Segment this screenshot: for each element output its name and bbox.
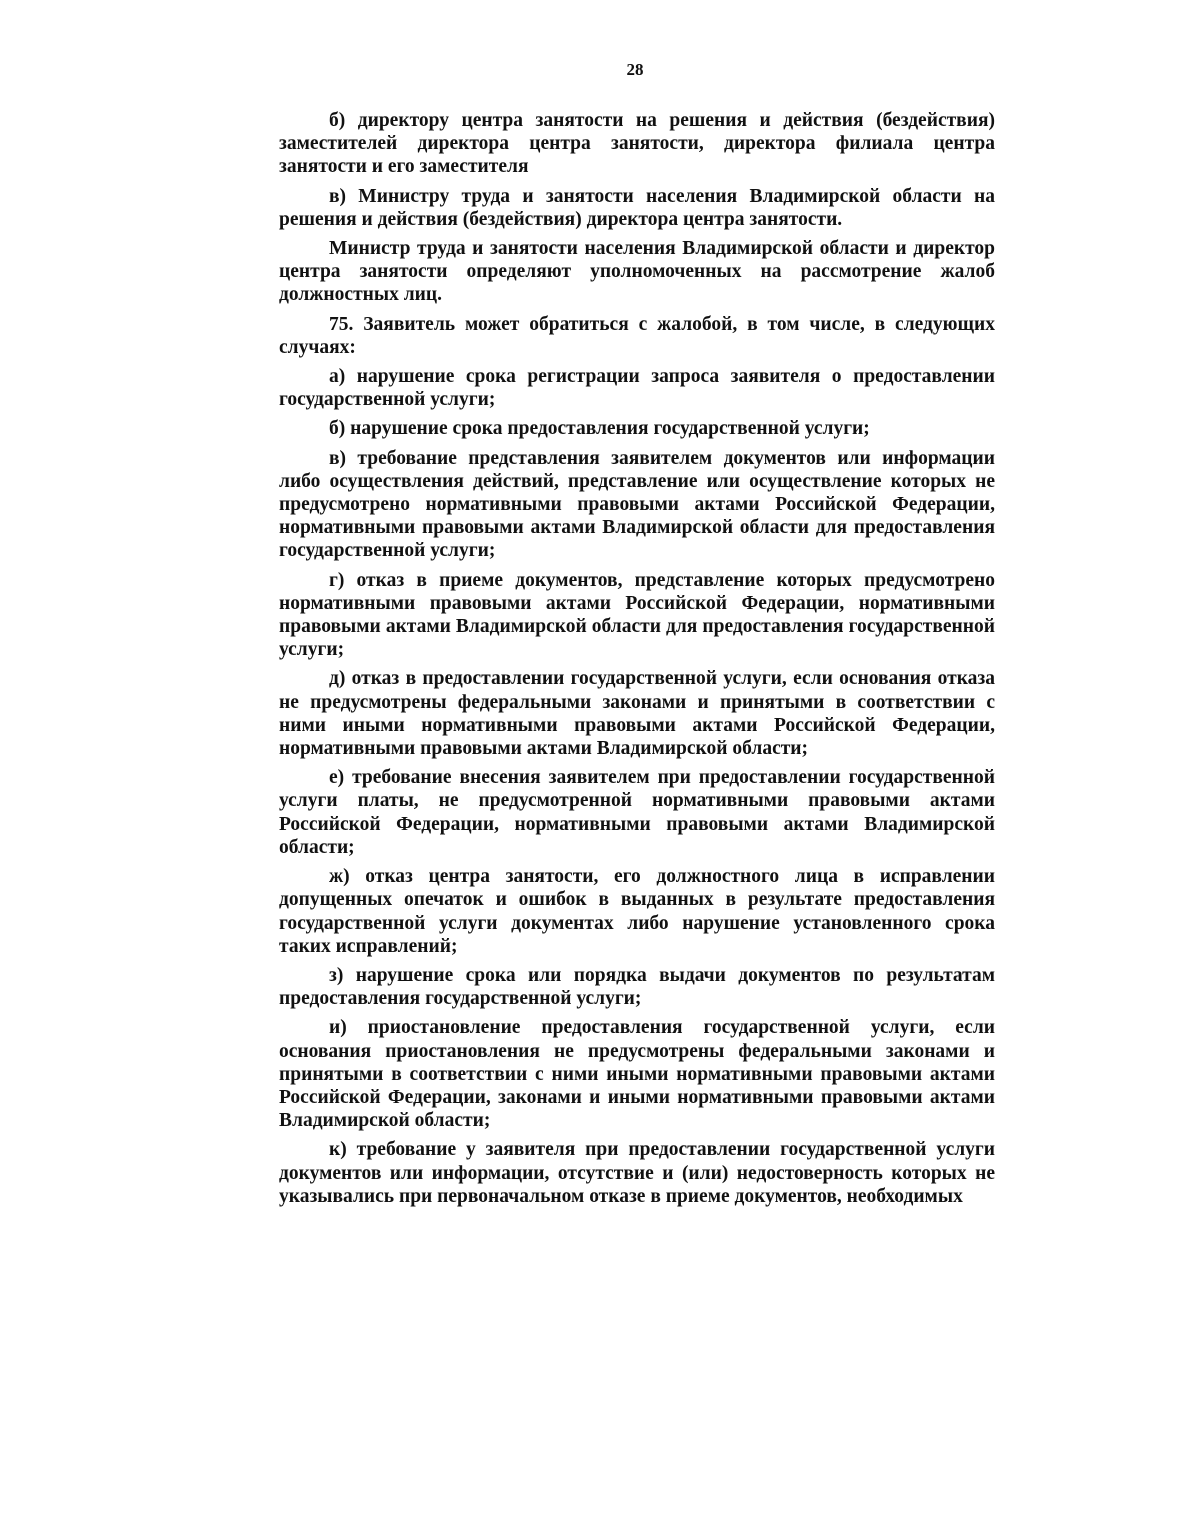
document-body	[279, 109, 995, 1214]
paragraph: з) нарушение срока или порядка выдачи документов по результатам предоставления государственной услуги;	[279, 964, 995, 1010]
paragraph: б) директору центра занятости на решения и действия (бездействия) заместителей директора центра занятости, директора филиала центра занятости и его заместителя	[279, 110, 995, 178]
paragraph: б) нарушение срока предоставления государственной услуги;	[329, 418, 870, 440]
paragraph: к) требование у заявителя при предоставлении государственной услуги документов или информации, отсутствие и (или) недостоверность которых не указывались при первоначальном отказе в приеме документов, необходимых	[279, 1139, 995, 1207]
paragraph: 75. Заявитель может обратиться с жалобой, в том числе, в следующих случаях:	[279, 313, 995, 358]
paragraph: а) нарушение срока регистрации запроса заявителя о предоставлении государственной услуги;	[279, 366, 995, 411]
paragraph: и) приостановление предоставления государственной услуги, если основания приостановления не предусмотрены федеральными законами и принятыми в соответствии с ними иными нормативными правовыми актами Российской Федерации, законами и иными нормативными правовыми актами Владимирской области;	[279, 1017, 995, 1132]
paragraph: д) отказ в предоставлении государственной услуги, если основания отказа не предусмотрены федеральными законами и принятыми в соответствии с ними иными нормативными правовыми актами Российской Федерации, нормативными правовыми актами Владимирской области;	[279, 668, 995, 760]
paragraph: в) Министру труда и занятости населения Владимирской области на решения и действия (бездействия) директора центра занятости.	[279, 185, 995, 230]
paragraph: Министр труда и занятости населения Владимирской области и директор центра занятости определяют уполномоченных на рассмотрение жалоб должностных лиц.	[279, 238, 995, 306]
page-number: 28	[626, 60, 644, 79]
paragraph: е) требование внесения заявителем при предоставлении государственной услуги платы, не предусмотренной нормативными правовыми актами Российской Федерации, нормативными правовыми актами Владимирской области;	[279, 767, 995, 858]
paragraph: в) требование представления заявителем документов или информации либо осуществления действий, представление или осуществление которых не предусмотрено нормативными правовыми актами Российской Федерации, нормативными правовыми актами Владимирской области для предоставления государственной услуги;	[279, 447, 995, 562]
paragraph: г) отказ в приеме документов, представление которых предусмотрено нормативными правовыми актами Российской Федерации, нормативными правовыми актами Владимирской области для предоставления государственной услуги;	[279, 569, 995, 661]
paragraph: ж) отказ центра занятости, его должностного лица в исправлении допущенных опечаток и ошибок в выданных в результате предоставления государственной услуги документах либо нарушение установленного срока таких исправлений;	[279, 866, 995, 957]
